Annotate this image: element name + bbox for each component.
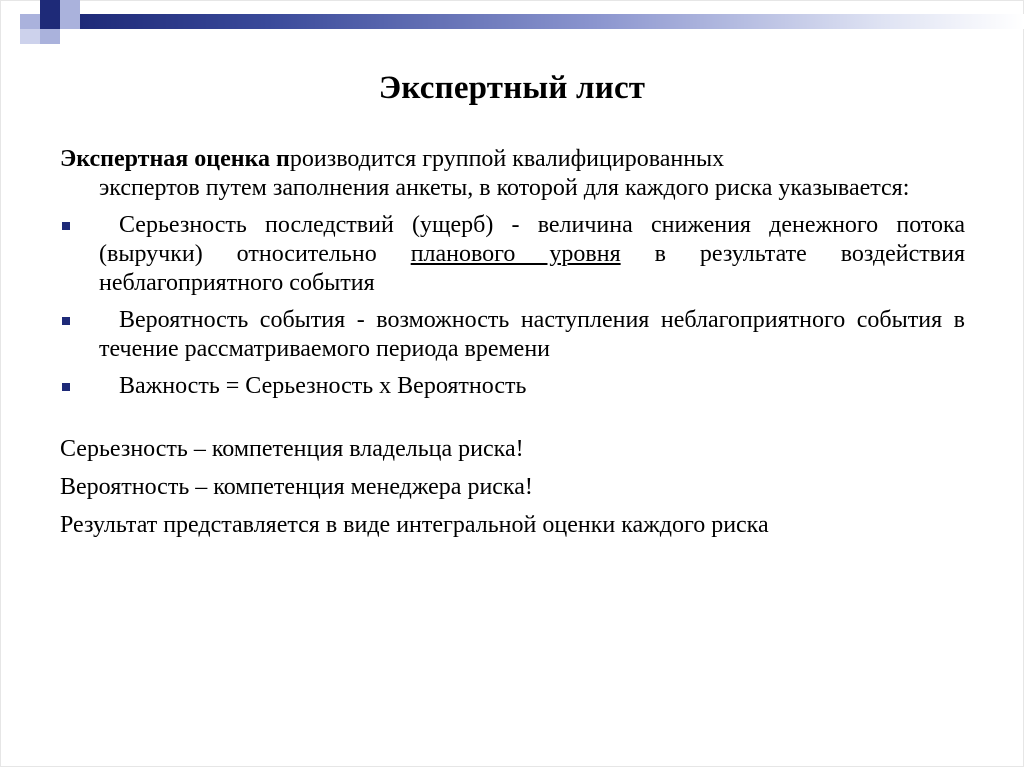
- bullet-text-underlined: планового уровня: [410, 241, 621, 267]
- note-line: Результат представляется в виде интегральной оценки каждого риска: [60, 512, 769, 538]
- bullet-item: [60, 211, 965, 298]
- decor-square: [20, 29, 40, 44]
- decor-square: [60, 0, 80, 14]
- bullet-square-icon: [62, 222, 70, 230]
- header-gradient-band: [80, 14, 1024, 29]
- decor-square: [20, 14, 40, 29]
- notes-block: [60, 435, 965, 540]
- slide-body: [60, 145, 965, 549]
- note-line: Вероятность – компетенция менеджера риска!: [60, 474, 533, 500]
- intro-term: Экспертная оценка: [60, 146, 271, 172]
- bullet-item: [60, 372, 965, 401]
- decor-square: [40, 29, 60, 44]
- intro-paragraph: [60, 145, 965, 203]
- decor-square: [40, 0, 60, 14]
- intro-text-line1: роизводится группой квалифицированных: [289, 146, 725, 172]
- bullet-text-part: Серьезность последствий (ущерб) - величина снижения денежного потока (выручки) относительно: [99, 212, 965, 267]
- slide-title: Экспертный лист: [378, 70, 646, 106]
- bullet-square-icon: [62, 317, 70, 325]
- bullet-text-part: в результате воздействия неблагоприятного события: [99, 241, 966, 296]
- decor-square: [40, 14, 60, 29]
- bullet-text: Вероятность события - возможность наступления неблагоприятного события в течение рассматриваемого периода времени: [99, 307, 965, 362]
- bullet-text: [99, 211, 965, 298]
- intro-text-continued: экспертов путем заполнения анкеты, в которой для каждого риска указывается:: [99, 175, 910, 201]
- decor-square: [60, 14, 80, 29]
- bullet-text: Важность = Серьезность х Вероятность: [119, 373, 527, 399]
- intro-term-letter: п: [276, 146, 290, 172]
- bullet-square-icon: [62, 383, 70, 391]
- bullet-item: [60, 306, 965, 364]
- note-line: Серьезность – компетенция владельца риска!: [60, 436, 524, 462]
